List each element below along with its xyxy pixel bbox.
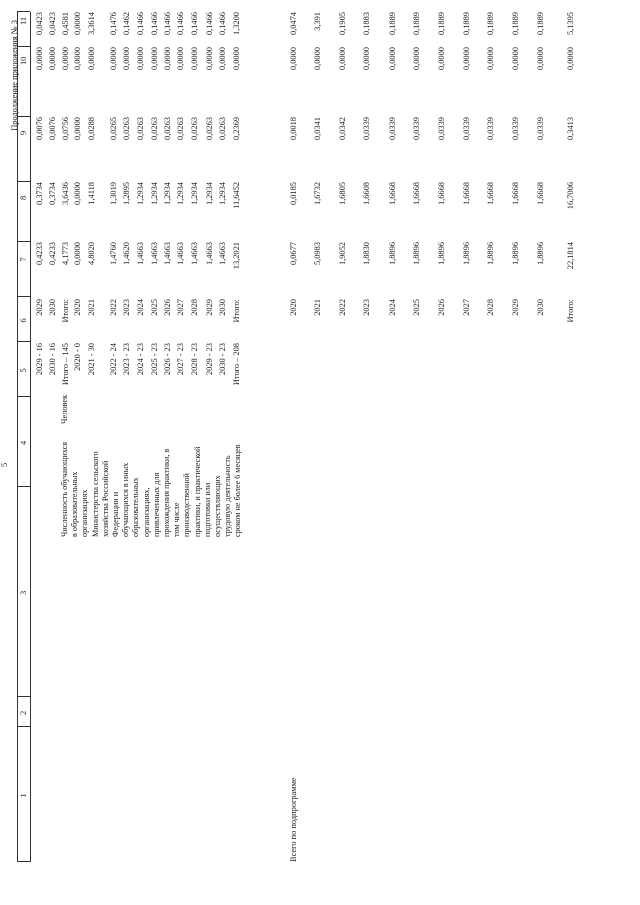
sub-cell-c7: 1,8896 <box>486 242 495 266</box>
cell-c5: 2021 - 30 <box>87 343 96 376</box>
cell-c7: 1,4663 <box>150 242 159 266</box>
sub-cell-c7: 1,8896 <box>462 242 471 266</box>
cell-c10: 0,0000 <box>136 47 145 71</box>
header-col-4: 4 <box>19 440 28 445</box>
sub-cell-c7: 1,8896 <box>511 242 520 266</box>
cell-c9: 0,0756 <box>61 117 70 141</box>
sub-cell-c8: 1,6668 <box>437 182 446 206</box>
cell-c8: 1,2895 <box>122 182 131 206</box>
cell-c10: 0,0000 <box>87 47 96 71</box>
cell-c7: 13,2021 <box>232 242 241 270</box>
cell-c11: 0,1462 <box>122 12 131 36</box>
sub-cell-c9: 0,0339 <box>388 117 397 141</box>
cell-c5: Итого – 145 <box>61 343 70 386</box>
cell-c10: 0,0000 <box>109 47 118 71</box>
sub-cell-c6: 2029 <box>511 299 520 316</box>
cell-c5: 2029 - 23 <box>205 343 214 376</box>
sub-cell-c11: 0,1889 <box>388 12 397 36</box>
cell-c6: 2025 <box>150 299 159 316</box>
cell-c5: 2030 - 23 <box>218 343 227 376</box>
header-col-3: 3 <box>19 590 28 595</box>
cell-c5: 2020 - 0 <box>73 343 82 371</box>
sub-cell-c10: 0,0000 <box>511 47 520 71</box>
sub-cell-c6: 2030 <box>536 299 545 316</box>
grid-vline <box>17 181 30 182</box>
cell-c7: 1,4663 <box>218 242 227 266</box>
cell-c7: 0,0000 <box>73 242 82 266</box>
cell-c11: 0,1466 <box>218 12 227 36</box>
cell-c6: 2024 <box>136 299 145 316</box>
sub-cell-c11: 0,1883 <box>362 12 371 36</box>
sub-cell-c8: 1,6668 <box>412 182 421 206</box>
cell-c7: 1,4620 <box>122 242 131 266</box>
cell-c9: 0,0263 <box>163 117 172 141</box>
cell-c8: 1,2934 <box>176 182 185 206</box>
cell-c9: 0,0263 <box>122 117 131 141</box>
cell-c9: 0,0263 <box>218 117 227 141</box>
sub-cell-c7: 1,8830 <box>362 242 371 266</box>
sub-cell-c9: 0,3413 <box>566 117 575 141</box>
sub-cell-c6: 2027 <box>462 299 471 316</box>
sub-cell-c10: 0,0000 <box>338 47 347 71</box>
sub-cell-c6: 2021 <box>313 299 322 316</box>
header-col-10: 10 <box>19 56 28 65</box>
cell-c10: 0,0000 <box>232 47 241 71</box>
cell-c8: 1,2934 <box>218 182 227 206</box>
sub-cell-c8: 1,6732 <box>313 182 322 206</box>
header-col-9: 9 <box>19 130 28 135</box>
header-col-7: 7 <box>19 257 28 262</box>
rotated-table <box>0 12 640 892</box>
cell-c6: Итого: <box>61 299 70 323</box>
sub-cell-c11: 5,1395 <box>566 12 575 36</box>
cell-c10: 0,0000 <box>122 47 131 71</box>
cell-c5: 2022 - 24 <box>109 343 118 376</box>
cell-c11: 0,1466 <box>163 12 172 36</box>
sub-cell-c6: 2022 <box>338 299 347 316</box>
sub-cell-c6: 2023 <box>362 299 371 316</box>
grid-vline <box>17 241 30 242</box>
sub-cell-c10: 0,0000 <box>486 47 495 71</box>
cell-c5: 2027 - 23 <box>176 343 185 376</box>
grid-vline <box>17 696 30 697</box>
sub-cell-c11: 0,1889 <box>486 12 495 36</box>
cell-c5: 2029 - 16 <box>35 343 44 376</box>
cell-c11: 0,0423 <box>48 12 57 36</box>
cell-c6: 2027 <box>176 299 185 316</box>
sub-cell-c9: 0,0339 <box>412 117 421 141</box>
cell-c9: 0,0263 <box>205 117 214 141</box>
sub-cell-c10: 0,0000 <box>388 47 397 71</box>
cell-c6: 2021 <box>87 299 96 316</box>
header-col-1: 1 <box>19 793 28 798</box>
cell-c9: 0,0076 <box>48 117 57 141</box>
cell-c8: 1,2934 <box>150 182 159 206</box>
sub-cell-c8: 1,6668 <box>462 182 471 206</box>
sub-cell-c10: 0,0000 <box>566 47 575 71</box>
sub-cell-c6: 2026 <box>437 299 446 316</box>
cell-c7: 1,4663 <box>205 242 214 266</box>
cell-c10: 0,0000 <box>218 47 227 71</box>
cell-c8: 0,0000 <box>73 182 82 206</box>
sub-cell-c6: Итого: <box>566 299 575 323</box>
sub-cell-c11: 0,1905 <box>338 12 347 36</box>
cell-c11: 0,1466 <box>136 12 145 36</box>
cell-c8: 1,2934 <box>163 182 172 206</box>
subprogram-label: Всего по подпрограмме <box>289 777 298 862</box>
cell-c7: 1,4663 <box>176 242 185 266</box>
cell-c5: 2023 - 23 <box>122 343 131 376</box>
cell-c11: 0,0000 <box>73 12 82 36</box>
grid-hline <box>17 12 18 862</box>
sub-cell-c7: 1,8896 <box>437 242 446 266</box>
grid-vline <box>17 46 30 47</box>
cell-c8: 1,2934 <box>136 182 145 206</box>
cell-c8: 1,2934 <box>205 182 214 206</box>
sub-cell-c9: 0,0339 <box>437 117 446 141</box>
sub-cell-c6: 2025 <box>412 299 421 316</box>
sub-cell-c11: 0,1889 <box>511 12 520 36</box>
cell-c7: 4,1773 <box>61 242 70 266</box>
cell-c5: 2030 - 16 <box>48 343 57 376</box>
cell-c5: Итого – 208 <box>232 343 241 386</box>
cell-c9: 0,0263 <box>176 117 185 141</box>
cell-c10: 0,0000 <box>48 47 57 71</box>
cell-c11: 0,1466 <box>190 12 199 36</box>
cell-c7: 1,4760 <box>109 242 118 266</box>
sub-cell-c8: 1,6668 <box>511 182 520 206</box>
header-col-5: 5 <box>19 368 28 373</box>
sub-cell-c10: 0,0000 <box>362 47 371 71</box>
cell-c9: 0,0263 <box>150 117 159 141</box>
cell-c9: 0,0000 <box>73 117 82 141</box>
sub-cell-c11: 0,1889 <box>462 12 471 36</box>
sub-cell-c7: 1,9052 <box>338 242 347 266</box>
cell-c7: 1,4663 <box>163 242 172 266</box>
cell-c5: 2028 - 23 <box>190 343 199 376</box>
cell-c6: 2029 <box>205 299 214 316</box>
cell-c10: 0,0000 <box>61 47 70 71</box>
sub-cell-c10: 0,0000 <box>412 47 421 71</box>
sub-cell-c9: 0,0339 <box>486 117 495 141</box>
sub-cell-c6: 2028 <box>486 299 495 316</box>
sub-cell-c6: 2024 <box>388 299 397 316</box>
header-col-8: 8 <box>19 195 28 200</box>
grid-vline <box>17 861 30 862</box>
continuation-note: Продолжение приложения № 3 <box>10 20 19 131</box>
sub-cell-c8: 1,6668 <box>536 182 545 206</box>
cell-c6: 2030 <box>218 299 227 316</box>
cell-c10: 0,0000 <box>163 47 172 71</box>
cell-c7: 4,8020 <box>87 242 96 266</box>
grid-vline <box>17 726 30 727</box>
cell-c10: 0,0000 <box>205 47 214 71</box>
indicator-unit: Человек <box>60 394 69 424</box>
cell-c5: 2024 - 23 <box>136 343 145 376</box>
sub-cell-c7: 0,0677 <box>289 242 298 266</box>
grid-vline <box>17 341 30 342</box>
cell-c8: 1,3019 <box>109 182 118 206</box>
sub-cell-c11: 0,1889 <box>536 12 545 36</box>
sub-cell-c8: 1,6805 <box>338 182 347 206</box>
grid-vline <box>17 486 30 487</box>
cell-c8: 0,3734 <box>48 182 57 206</box>
sub-cell-c9: 0,0341 <box>313 117 322 141</box>
sub-cell-c9: 0,0339 <box>462 117 471 141</box>
cell-c8: 3,6436 <box>61 182 70 206</box>
header-col-2: 2 <box>19 710 28 715</box>
cell-c11: 1,3200 <box>232 12 241 36</box>
cell-c10: 0,0000 <box>73 47 82 71</box>
sub-cell-c7: 1,8896 <box>536 242 545 266</box>
cell-c11: 0,1466 <box>150 12 159 36</box>
sub-cell-c8: 16,7006 <box>566 182 575 210</box>
sub-cell-c10: 0,0000 <box>462 47 471 71</box>
sub-cell-c8: 1,6608 <box>362 182 371 206</box>
cell-c9: 0,0263 <box>136 117 145 141</box>
cell-c9: 0,0288 <box>87 117 96 141</box>
sub-cell-c9: 0,0339 <box>511 117 520 141</box>
sub-cell-c7: 1,8896 <box>412 242 421 266</box>
sub-cell-c9: 0,0339 <box>536 117 545 141</box>
cell-c11: 0,1466 <box>176 12 185 36</box>
sub-cell-c11: 0,0474 <box>289 12 298 36</box>
sub-cell-c7: 1,8896 <box>388 242 397 266</box>
sub-cell-c10: 0,0000 <box>536 47 545 71</box>
cell-c11: 0,1466 <box>205 12 214 36</box>
cell-c10: 0,0000 <box>190 47 199 71</box>
sub-cell-c8: 0,0185 <box>289 182 298 206</box>
sub-cell-c7: 5,0983 <box>313 242 322 266</box>
cell-c6: 2029 <box>35 299 44 316</box>
cell-c8: 11,6452 <box>232 182 241 209</box>
indicator-description: Численность обучающихся в образовательных организациях Министерства сельского хозяйства Российской Федерации и обучающихся в иных образовательных организациях, привлеченных для прохождения практики, в том числе производственной практики, и практической подготовки или осуществляющих трудовую деятельность сроком не более 6 месяцев <box>60 442 243 537</box>
cell-c10: 0,0000 <box>35 47 44 71</box>
cell-c7: 1,4663 <box>190 242 199 266</box>
grid-vline <box>17 296 30 297</box>
cell-c8: 1,2934 <box>190 182 199 206</box>
cell-c6: 2030 <box>48 299 57 316</box>
cell-c11: 0,1476 <box>109 12 118 36</box>
cell-c9: 0,0265 <box>109 117 118 141</box>
cell-c6: 2028 <box>190 299 199 316</box>
sub-cell-c8: 1,6668 <box>486 182 495 206</box>
sub-cell-c11: 0,1889 <box>412 12 421 36</box>
sub-cell-c7: 22,1814 <box>566 242 575 270</box>
cell-c6: 2023 <box>122 299 131 316</box>
cell-c11: 0,0423 <box>35 12 44 36</box>
sub-cell-c9: 0,0342 <box>338 117 347 141</box>
sub-cell-c8: 1,6668 <box>388 182 397 206</box>
cell-c6: 2020 <box>73 299 82 316</box>
sub-cell-c9: 0,0339 <box>362 117 371 141</box>
grid-hline <box>30 12 31 862</box>
sub-cell-c6: 2020 <box>289 299 298 316</box>
cell-c10: 0,0000 <box>176 47 185 71</box>
grid-vline <box>17 116 30 117</box>
cell-c7: 1,4663 <box>136 242 145 266</box>
sub-cell-c10: 0,0000 <box>313 47 322 71</box>
cell-c6: 2022 <box>109 299 118 316</box>
header-col-6: 6 <box>19 318 28 323</box>
sub-cell-c11: 0,1889 <box>437 12 446 36</box>
sub-cell-c10: 0,0000 <box>437 47 446 71</box>
sub-cell-c10: 0,0000 <box>289 47 298 71</box>
cell-c11: 0,4581 <box>61 12 70 36</box>
grid-vline <box>17 396 30 397</box>
grid-vline <box>17 11 30 12</box>
cell-c5: 2025 - 23 <box>150 343 159 376</box>
cell-c9: 0,0076 <box>35 117 44 141</box>
cell-c6: 2026 <box>163 299 172 316</box>
cell-c7: 0,4233 <box>35 242 44 266</box>
cell-c11: 3,3614 <box>87 12 96 36</box>
cell-c7: 0,4233 <box>48 242 57 266</box>
cell-c10: 0,0000 <box>150 47 159 71</box>
cell-c8: 0,3734 <box>35 182 44 206</box>
cell-c9: 0,0263 <box>190 117 199 141</box>
cell-c9: 0,2369 <box>232 117 241 141</box>
header-col-11: 11 <box>19 16 28 25</box>
cell-c6: Итого: <box>232 299 241 323</box>
page-number: 5 <box>0 462 9 467</box>
sub-cell-c9: 0,0018 <box>289 117 298 141</box>
cell-c8: 1,4118 <box>87 182 96 205</box>
cell-c5: 2026 - 23 <box>163 343 172 376</box>
sub-cell-c11: 3,391 <box>313 12 322 31</box>
